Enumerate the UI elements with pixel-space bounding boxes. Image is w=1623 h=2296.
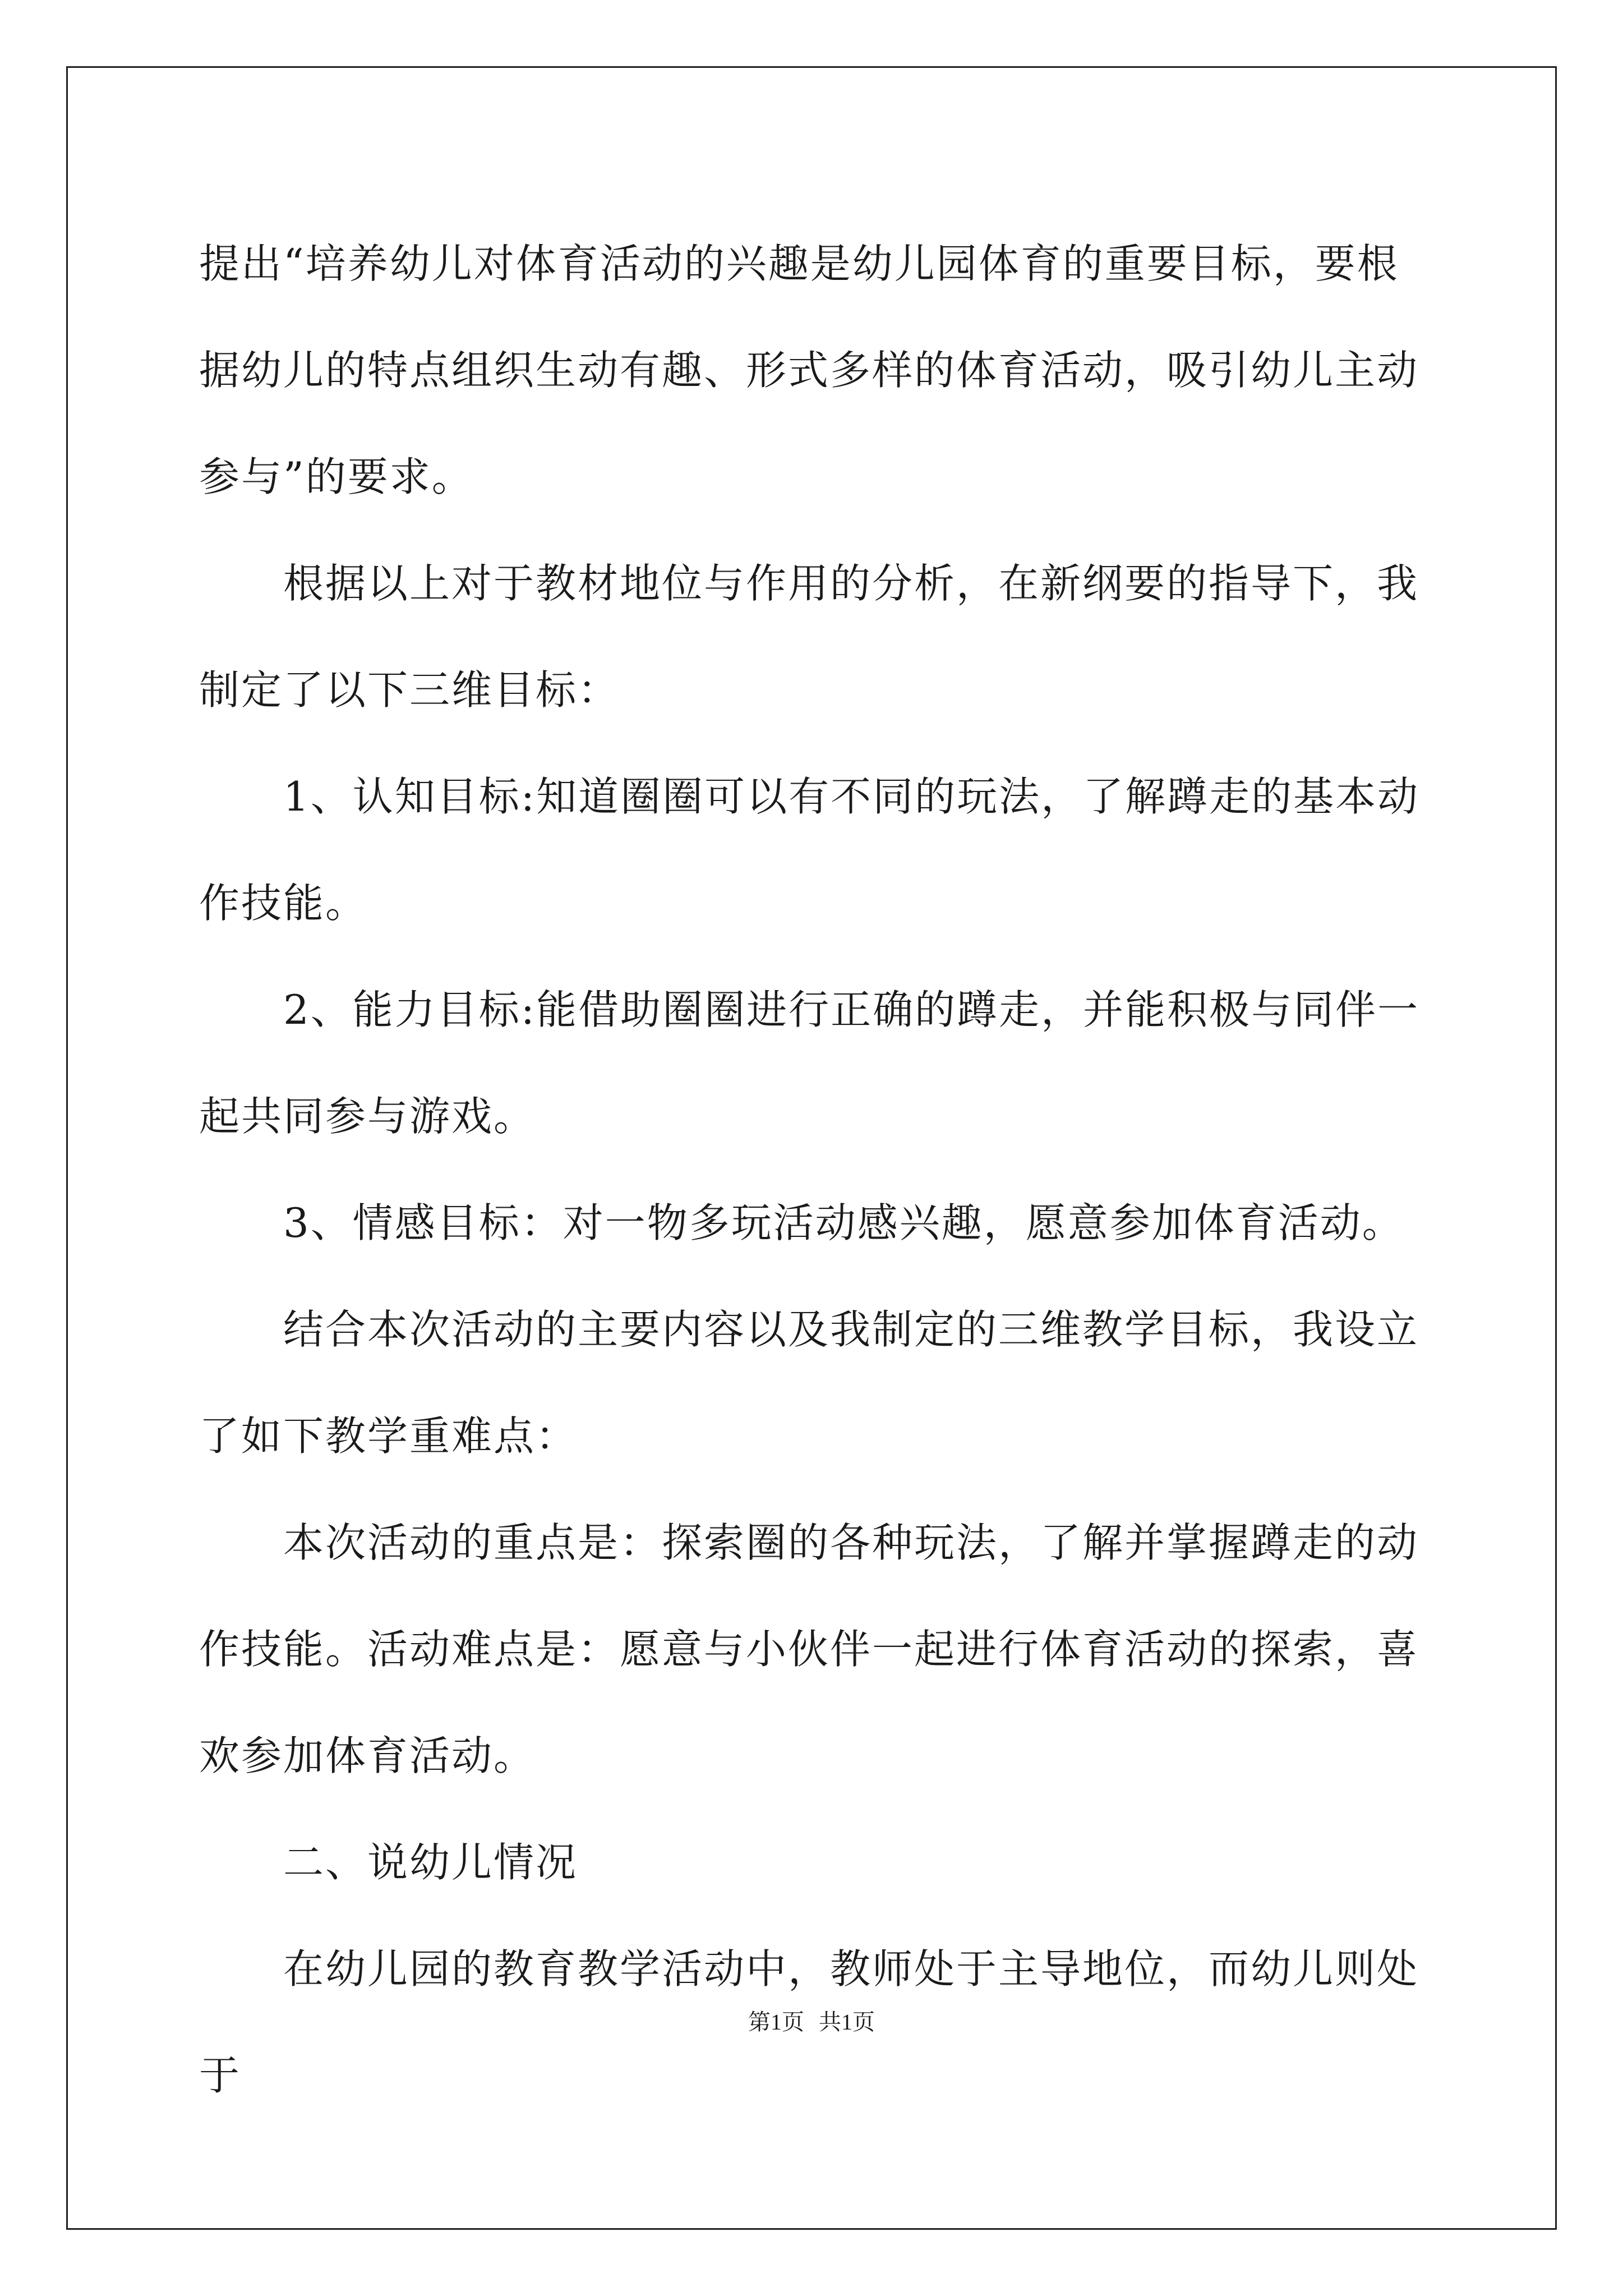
paragraph-7: 本次活动的重点是：探索圈的各种玩法，了解并掌握蹲走的动作技能。活动难点是：愿意与小伙伴一起进行体育活动的探索，喜欢参加体育活动。: [199, 1519, 1419, 1779]
paragraph-3: 1、认知目标:知道圈圈可以有不同的玩法，了解蹲走的基本动作技能。: [199, 773, 1420, 927]
paragraph-6: 结合本次活动的主要内容以及我制定的三维教学目标，我设立了如下教学重难点：: [199, 1306, 1419, 1460]
paragraph-4: 2、能力目标:能借助圈圈进行正确的蹲走，并能积极与同伴一起共同参与游戏。: [199, 986, 1420, 1140]
paragraph-2: 根据以上对于教材地位与作用的分析，在新纲要的指导下，我制定了以下三维目标：: [199, 560, 1419, 714]
section-heading: 二、说幼儿情况: [283, 1839, 578, 1886]
page-number: 第1页: [748, 2009, 804, 2035]
paragraph-5: 3、情感目标：对一物多玩活动感兴趣，愿意参加体育活动。: [283, 1199, 1404, 1246]
paragraph-1: 提出“培养幼儿对体育活动的兴趣是幼儿园体育的重要目标，要根据幼儿的特点组织生动有趣、形式多样的体育活动，吸引幼儿主动参与”的要求。: [199, 240, 1419, 500]
paragraph-8: 在幼儿园的教育教学活动中，教师处于主导地位，而幼儿则处于: [199, 1945, 1419, 2099]
page-total: 共1页: [819, 2009, 875, 2035]
document-body: [199, 210, 1427, 2129]
page-footer: [0, 2005, 1623, 2039]
